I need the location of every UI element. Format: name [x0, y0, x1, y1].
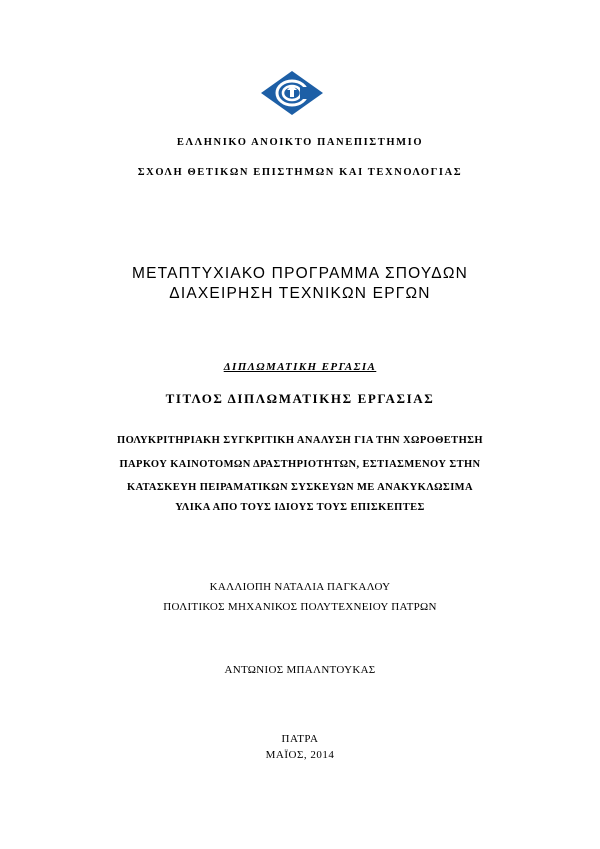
author-role: ΠΟΛΙΤΙΚΟΣ ΜΗΧΑΝΙΚΟΣ ΠΟΛΥΤΕΧΝΕΙΟΥ ΠΑΤΡΩΝ [163, 601, 437, 613]
thesis-title-line: ΥΛΙΚΑ ΑΠΟ ΤΟΥΣ ΙΔΙΟΥΣ ΤΟΥΣ ΕΠΙΣΚΕΠΤΕΣ [175, 502, 425, 513]
thesis-heading: ΤΙΤΛΟΣ ΔΙΠΛΩΜΑΤΙΚΗΣ ΕΡΓΑΣΙΑΣ [165, 391, 435, 406]
thesis-title-line: ΚΑΤΑΣΚΕΥΗ ΠΕΙΡΑΜΑΤΙΚΩΝ ΣΥΣΚΕΥΩΝ ΜΕ ΑΝΑΚΥΚΛΩΣΙΜΑ [127, 482, 473, 493]
thesis-title-line: ΠΟΛΥΚΡΙΤΗΡΙΑΚΗ ΣΥΓΚΡΙΤΙΚΗ ΑΝΑΛΥΣΗ ΓΙΑ ΤΗΝ ΧΩΡΟΘΕΤΗΣΗ [117, 435, 483, 446]
school-name: ΣΧΟΛΗ ΘΕΤΙΚΩΝ ΕΠΙΣΤΗΜΩΝ ΚΑΙ ΤΕΧΝΟΛΟΓΙΑΣ [137, 167, 463, 178]
university-emblem-icon [260, 70, 324, 116]
author-name: ΚΑΛΛΙΟΠΗ ΝΑΤΑΛΙΑ ΠΑΓΚΑΛΟΥ [209, 581, 391, 593]
program-subtitle: ΔΙΑΧΕΙΡΗΣΗ ΤΕΧΝΙΚΩΝ ΕΡΓΩΝ [169, 285, 431, 302]
city: ΠΑΤΡΑ [281, 733, 319, 745]
thesis-title-line: ΠΑΡΚΟΥ ΚΑΙΝΟΤΟΜΩΝ ΔΡΑΣΤΗΡΙΟΤΗΤΩΝ, ΕΣΤΙΑΣΜΕΝΟΥ ΣΤΗΝ [119, 459, 481, 470]
university-name: ΕΛΛΗΝΙΚΟ ΑΝΟΙΚΤΟ ΠΑΝΕΠΙΣΤΗΜΙΟ [176, 137, 424, 148]
program-title: ΜΕΤΑΠΤΥΧΙΑΚΟ ΠΡΟΓΡΑΜΜΑ ΣΠΟΥΔΩΝ [131, 265, 469, 282]
supervisor-name: ΑΝΤΩΝΙΟΣ ΜΠΑΛΝΤΟΥΚΑΣ [224, 664, 376, 676]
date: ΜΑΪΟΣ, 2014 [265, 749, 335, 761]
thesis-label: ΔΙΠΛΩΜΑΤΙΚΗ ΕΡΓΑΣΙΑ [223, 361, 377, 373]
